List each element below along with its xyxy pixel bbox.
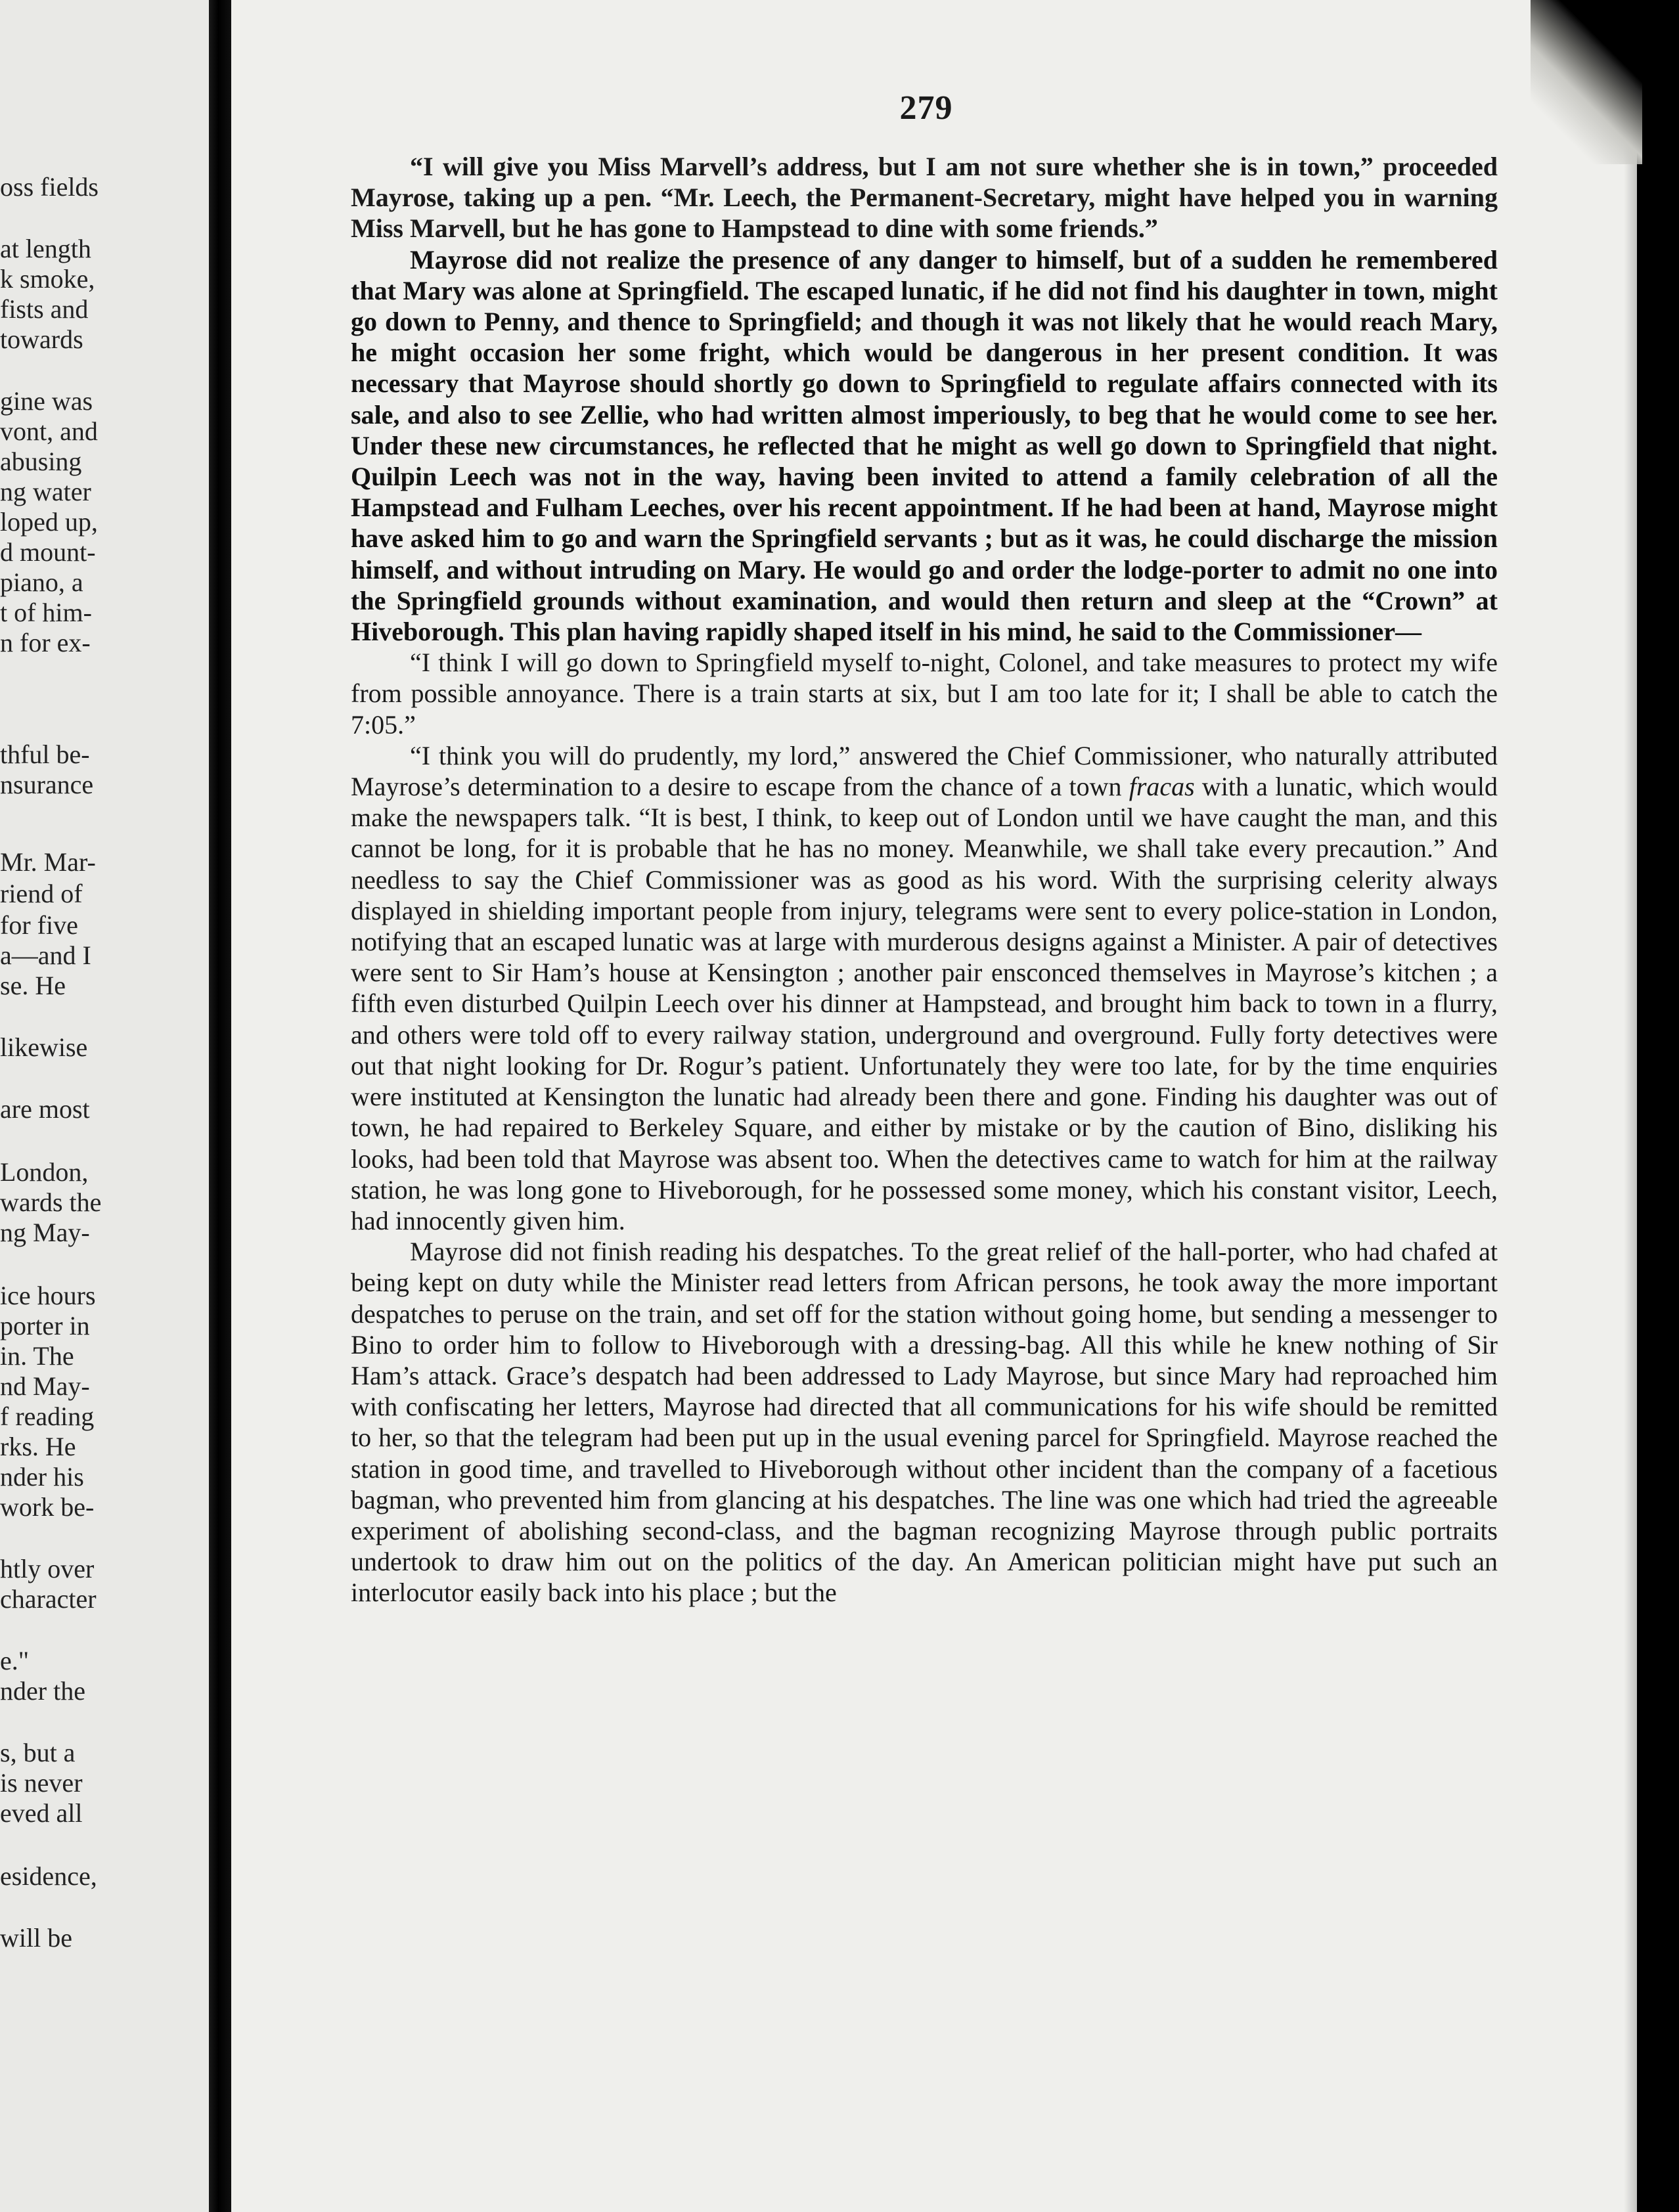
left-fragment: will be: [0, 1923, 72, 1953]
left-fragment: oss fields: [0, 172, 99, 202]
left-fragment: in. The: [0, 1341, 74, 1371]
left-fragment: ng May-: [0, 1218, 90, 1247]
left-fragment: htly over: [0, 1554, 95, 1583]
left-fragment: Mr. Mar-: [0, 847, 96, 877]
paragraph-text: with a lunatic, which would make the newspapers talk. “It is best, I think, to keep out of London until we have caught the man, and this cannot be long, for it is probable that he has no money. Meanwhile, we shall take every precaution.” And needless to say the Chief Commissioner was as good as his word. With the surprising celerity always displayed in shielding important people from injury, telegrams were sent to every police-station in London, notifying that an escaped lunatic was at large with murderous designs against a Minister. A pair of detectives were sent to Sir Ham’s house at Kensington ; another pair ensconced themselves in Mayrose’s kitchen ; a fifth even disturbed Quilpin Leech over his dinner at Hampstead, and brought him back to town in a flurry, and others were told off to every railway station, underground and overground. Fully forty detectives were out that night looking for Dr. Rogur’s patient. Unfortunately they were too late, for by the time enquiries were instituted at Kensington the lunatic had already been there and gone. Finding his daughter was out of town, he had repaired to Berkeley Square, and either by mistake or by the caution of Bino, disliking his looks, had been told that Mayrose was absent too. When the detectives came to watch for him at the railway station, he was long gone to Hiveborough, for he possessed some money, which his constant visitor, Leech, had innocently given him.: [351, 772, 1498, 1235]
paragraph-text: “I think you will do prudently, my lord,” answered the Chief Commissioner, who naturally attributed Mayrose’s determination to a desire to escape from the chance of a town: [351, 740, 1498, 802]
left-fragment: at length: [0, 234, 91, 263]
left-fragment: porter in: [0, 1311, 90, 1340]
left-fragment: towards: [0, 324, 83, 354]
paragraph: “I will give you Miss Marvell’s address, but I am not sure whether she is in town,” proceeded Mayrose, taking up a pen. “Mr. Leech, the Permanent-Secretary, might have helped you in warning Miss Marvell, but he has gone to Hampstead to dine with some friends.”: [351, 152, 1498, 244]
left-fragment: character: [0, 1584, 97, 1614]
left-fragment: is never: [0, 1768, 83, 1798]
left-fragment: work be-: [0, 1492, 95, 1522]
left-fragment: ice hours: [0, 1281, 96, 1310]
scan-right-edge: [1642, 0, 1679, 2212]
book-gutter: [209, 0, 233, 2212]
left-fragment: nder the: [0, 1676, 85, 1706]
left-fragment: se. He: [0, 971, 66, 1000]
left-fragment: nder his: [0, 1462, 84, 1492]
left-fragment: a—and I: [0, 940, 91, 970]
paragraph: [351, 740, 1498, 1236]
left-fragment: likewise: [0, 1032, 88, 1062]
left-fragment: rks. He: [0, 1432, 76, 1461]
left-fragment: s, but a: [0, 1738, 76, 1767]
page-number: 279: [899, 89, 953, 127]
left-fragment: esidence,: [0, 1861, 97, 1891]
left-fragment: nsurance: [0, 770, 94, 799]
left-fragment: wards the: [0, 1187, 102, 1217]
left-fragment: gine was: [0, 386, 93, 416]
left-fragment: k smoke,: [0, 264, 95, 294]
emphasis-word: fracas: [1129, 772, 1195, 802]
left-fragment: loped up,: [0, 507, 98, 537]
left-fragment: are most: [0, 1094, 90, 1124]
left-fragment: for five: [0, 910, 78, 940]
left-fragment: n for ex-: [0, 628, 91, 657]
left-fragment: fists and: [0, 294, 89, 324]
left-fragment: riend of: [0, 879, 83, 908]
left-fragment: nd May-: [0, 1371, 90, 1401]
paragraph: Mayrose did not realize the presence of any danger to himself, but of a sudden he remembered that Mary was alone at Springfield. The escaped lunatic, if he did not find his daughter in town, might go down to Penny, and thence to Springfield; and though it was not likely that he would reach Mary, he might occasion her some fright, which would be dangerous in her present condition. It was necessary that Mayrose should shortly go down to Springfield to regulate affairs connected with its sale, and also to see Zellie, who had written almost imperiously, to beg that he would come to see her. Under these new circumstances, he reflected that he might as well go down to Springfield that night. Quilpin Leech was not in the way, having been invited to attend a family celebration of all the Hampstead and Fulham Leeches, over his recent appointment. If he had been at hand, Mayrose might have asked him to go and warn the Springfield servants ; but as it was, he could discharge the mission himself, and without intruding on Mary. He would go and order the lodge-porter to admit no one into the Springfield grounds without examination, and would then return and sleep at the “Crown” at Hiveborough. This plan having rapidly shaped itself in his mind, he said to the Commissioner—: [351, 244, 1498, 647]
left-fragment: vont, and: [0, 416, 98, 446]
left-fragment: t of him-: [0, 598, 92, 627]
left-fragment: f reading: [0, 1402, 95, 1431]
left-fragment: e.": [0, 1646, 30, 1675]
left-fragment: thful be-: [0, 740, 90, 769]
left-facing-page: [0, 0, 209, 2212]
paragraph: Mayrose did not finish reading his despatches. To the great relief of the hall-porter, who had chafed at being kept on duty while the Minister read letters from African persons, he took away the more important despatches to peruse on the train, and set off for the station without going home, but sending a messenger to Bino to order him to follow to Hiveborough with a dressing-bag. All this while he knew nothing of Sir Ham’s attack. Grace’s despatch had been addressed to Lady Mayrose, but since Mary had reproached him with confiscating her letters, Mayrose had directed that all communications for his wife should be remitted to her, so that the telegram had been put up in the usual evening parcel for Springfield. Mayrose reached the station in good time, and travelled to Hiveborough without other incident than the company of a facetious bagman, who prevented him from glancing at his despatches. The line was one which had tried the agreeable experiment of abolishing second-class, and the bagman recognizing Mayrose through public portraits undertook to draw him out on the politics of the day. An American politician might have put such an interlocutor easily back into his place ; but the: [351, 1237, 1498, 1608]
left-fragment: London,: [0, 1157, 89, 1187]
left-fragment: ng water: [0, 477, 91, 506]
paragraph: “I think I will go down to Springfield myself to-night, Colonel, and take measures to protect my wife from possible annoyance. There is a train starts at six, but I am too late for it; I shall be able to catch the 7:05.”: [351, 648, 1498, 740]
page-body: [351, 151, 1498, 1608]
left-fragment: piano, a: [0, 567, 83, 597]
left-fragment: abusing: [0, 447, 82, 476]
left-fragment: eved all: [0, 1798, 83, 1828]
left-fragment: d mount-: [0, 537, 96, 567]
